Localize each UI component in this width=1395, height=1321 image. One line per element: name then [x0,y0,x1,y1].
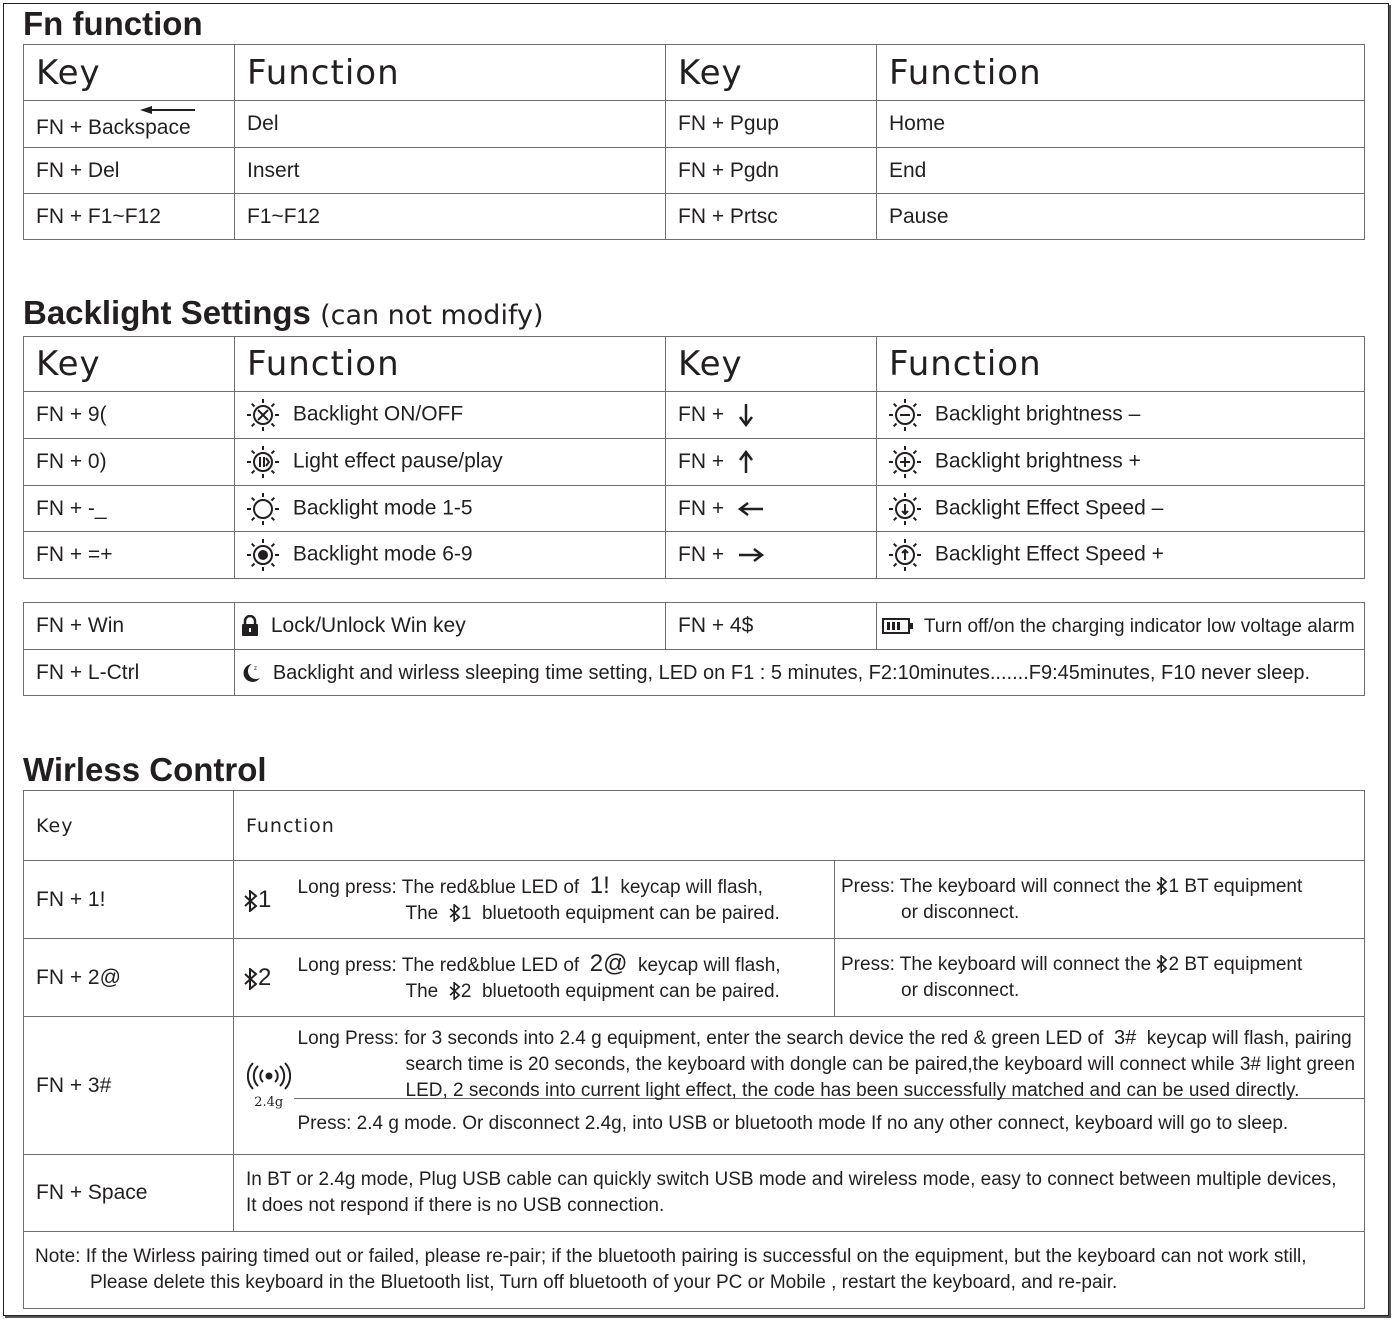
bt2-press-line-1 [841,952,1364,978]
svg-text:z: z [254,665,257,672]
keycap-label: 3# [1113,1027,1137,1049]
fn-header-key-2: Key [666,45,877,101]
bt1-long-line-2 [298,901,835,927]
lock-icon [241,615,259,637]
sun-outline-icon [247,493,279,525]
moon-icon [241,662,261,684]
speed-down-icon [889,493,921,525]
fn-table [23,44,1365,240]
bl-function-cell [877,392,1365,439]
bt2-long-press-cell [294,939,835,1017]
speed-up-icon [889,539,921,571]
long-text: The red&blue LED of [401,876,580,898]
bl-extra-function-label: Turn off/on the charging indicator low voltage alarm [923,616,1355,637]
bt-channel-number: 1 [1168,875,1180,897]
brightness-plus-icon [889,446,921,478]
bl-extra-function-label: Backlight and wirless sleeping time setting, LED on F1 : 5 minutes, F2:10minutes.......F9:45minutes, F10 never sleep. [272,661,1311,684]
bl-key: FN + 0) [24,439,235,486]
bt1-press-line-2: or disconnect. [901,901,1020,923]
bl-function-label: Backlight mode 1-5 [292,496,473,520]
fn-key: FN + Pgdn [666,148,877,194]
bl-key-label: FN + [678,543,725,566]
fn-key: FN + F1~F12 [24,194,235,240]
bt2-long-line-2 [298,979,835,1005]
long-press-label: Long Press: [297,1028,399,1049]
bl-function-label: Backlight Effect Speed – [934,496,1164,520]
bl-function-cell [235,392,666,439]
note-cell [24,1232,1365,1309]
bl-extra-key: FN + 4$ [666,603,877,650]
arrow-left-icon [738,501,764,517]
bl-key: FN + 9( [24,392,235,439]
press-text: The keyboard will connect the [899,953,1152,975]
bl-extra-function-cell [235,603,666,650]
long-text: The red&blue LED of [401,954,580,976]
bl-header-function-2: Function [877,337,1365,392]
wireless-section-title: Wirless Control [23,751,267,788]
bl-key-label: FN + [678,496,725,520]
fn-function: Insert [235,148,666,194]
backlight-section-title [23,295,544,334]
bl-function-cell [235,532,666,579]
wl-header-function: Function [234,791,1365,861]
press-text: The keyboard will connect the [899,875,1152,897]
bl-function-label: Backlight mode 6-9 [292,542,473,566]
press-label: Press: [841,875,895,897]
bt-channel-number: 2 [1168,953,1180,975]
fn-function: F1~F12 [235,194,666,240]
fn-key-backspace [24,101,235,148]
bl-key: FN + -_ [24,486,235,532]
bl-function-label: Backlight brightness – [934,402,1141,426]
backspace-label: Backspace [87,116,191,139]
bl-header-key-2: Key [666,337,877,392]
bl-key-cell [666,392,877,439]
fn-section-title: Fn function [23,5,203,42]
bl-extra-key: FN + L-Ctrl [24,650,235,696]
pause-play-icon [247,446,279,478]
bl-key-label: FN + [678,449,725,473]
backlight-title: Backlight Settings [23,294,311,331]
fn-function: Pause [877,194,1365,240]
backspace-key [88,108,191,140]
bl-extra-key: FN + Win [24,603,235,650]
bt2-press-line-2: or disconnect. [901,979,1020,1001]
g24-long-line-1 [298,1025,1365,1052]
press-label: Press: [841,953,895,975]
keycap-label: 2@ [589,949,628,977]
arrow-up-icon [738,450,754,474]
fn-header-key-1: Key [24,45,235,101]
bl-header-function-1: Function [235,337,666,392]
bl-function-cell [877,439,1365,486]
sun-filled-icon [247,539,279,571]
long-press-label: Long press: [297,876,397,898]
wl-key: FN + 2@ [24,939,234,1017]
wl-key: FN + 3# [24,1017,234,1155]
g24-press-line: Press: 2.4 g mode. Or disconnect 2.4g, into USB or bluetooth mode If no any other connect, keyboard will go to sleep. [297,1113,1289,1134]
g24-icon-cell [234,1017,294,1155]
fn-key: FN + Prtsc [666,194,877,240]
press-text: BT equipment [1184,953,1303,975]
g24-long-line-2: search time is 20 seconds, the keyboard with dongle can be paired,the keyboard will connect while 3# light green [405,1054,1356,1075]
backlight-table [23,336,1365,579]
bl-key-cell [666,532,877,579]
long-text: The [405,980,439,1002]
keycap-label: 1! [589,871,610,899]
bl-function-label: Backlight ON/OFF [292,402,464,426]
space-line-1: In BT or 2.4g mode, Plug USB cable can quickly switch USB mode and wireless mode, easy to connect between multiple devices, [246,1169,1337,1190]
long-text: keycap will flash, [620,876,763,898]
press-text: BT equipment [1184,875,1303,897]
fn-key: FN + Pgup [666,101,877,148]
long-text: bluetooth equipment can be paired. [481,980,780,1002]
long-text: The [405,902,439,924]
bt-channel-number: 1 [460,902,472,924]
long-text: bluetooth equipment can be paired. [481,902,780,924]
bt-channel-number: 1 [258,885,272,913]
wireless-table [23,790,1365,1309]
fn-header-function-1: Function [235,45,666,101]
bt2-channel-cell [234,939,294,1017]
bl-function-cell [877,532,1365,579]
fn-key-label: FN + [36,116,83,139]
bt1-press-line-1 [841,874,1364,900]
bl-extra-function-cell [877,603,1365,650]
bl-key: FN + =+ [24,532,235,579]
long-text: keycap will flash, [638,954,781,976]
bl-function-cell [235,486,666,532]
space-function-cell [234,1155,1365,1232]
long-text: for 3 seconds into 2.4 g equipment, enter the search device the red & green LED of [404,1028,1104,1049]
bl-header-key-1: Key [24,337,235,392]
bl-function-cell [235,439,666,486]
g24-label: 2.4g [254,1094,284,1110]
backlight-subtitle: (can not modify) [320,300,544,331]
bt2-press-cell [835,939,1365,1017]
wl-key: FN + Space [24,1155,234,1232]
bluetooth-icon [1156,877,1168,895]
wireless-signal-icon [247,1062,291,1090]
fn-function: End [877,148,1365,194]
brightness-minus-icon [889,399,921,431]
bl-extra-function-cell [235,650,1365,696]
battery-icon [882,617,914,635]
bluetooth-icon [1156,955,1168,973]
bl-key-label: FN + [678,402,725,426]
bt2-long-line-1 [298,951,835,979]
bluetooth-icon [244,890,258,912]
bluetooth-icon [244,968,258,990]
long-press-label: Long press: [297,954,397,976]
backspace-arrow-icon [140,105,196,115]
g24-press [294,1099,1365,1137]
bl-function-label: Light effect pause/play [292,449,503,473]
backlight-toggle-icon [247,399,279,431]
note-line-1: Note: If the Wirless pairing timed out or failed, please re-pair; if the bluetooth pairing is successful on the equipment, but the keyboard can not work still, [35,1246,1307,1267]
bluetooth-icon [449,904,461,922]
wl-header-key: Key [24,791,234,861]
space-line-2: It does not respond if there is no USB connection. [246,1195,665,1216]
bl-extra-function-label: Lock/Unlock Win key [270,614,466,637]
bl-function-label: Backlight Effect Speed + [934,542,1164,566]
backlight-extra-table [23,602,1365,696]
fn-key: FN + Del [24,148,235,194]
bt1-press-cell [835,861,1365,939]
bt1-channel-cell [234,861,294,939]
arrow-right-icon [738,547,764,563]
bt1-long-line-1 [298,873,835,901]
note-line-2: Please delete this keyboard in the Bluetooth list, Turn off bluetooth of your PC or Mobile , restart the keyboard, and re-pair. [90,1272,1118,1293]
bt-channel-number: 2 [460,980,472,1002]
bl-function-label: Backlight brightness + [934,449,1141,473]
bl-key-cell [666,486,877,532]
g24-long-line-3: LED, 2 seconds into current light effect, the code has been successfully matched and can be used directly. [405,1080,1300,1101]
bluetooth-icon [449,982,461,1000]
fn-function: Home [877,101,1365,148]
long-text: keycap will flash, pairing [1146,1028,1352,1049]
fn-function: Del [235,101,666,148]
bt1-long-press-cell [294,861,835,939]
g24-long-press [294,1017,1365,1099]
bl-function-cell [877,486,1365,532]
g24-content-cell [294,1017,1365,1155]
arrow-down-icon [738,403,754,427]
bt-channel-number: 2 [258,963,272,991]
bl-key-cell [666,439,877,486]
wl-key: FN + 1! [24,861,234,939]
fn-header-function-2: Function [877,45,1365,101]
